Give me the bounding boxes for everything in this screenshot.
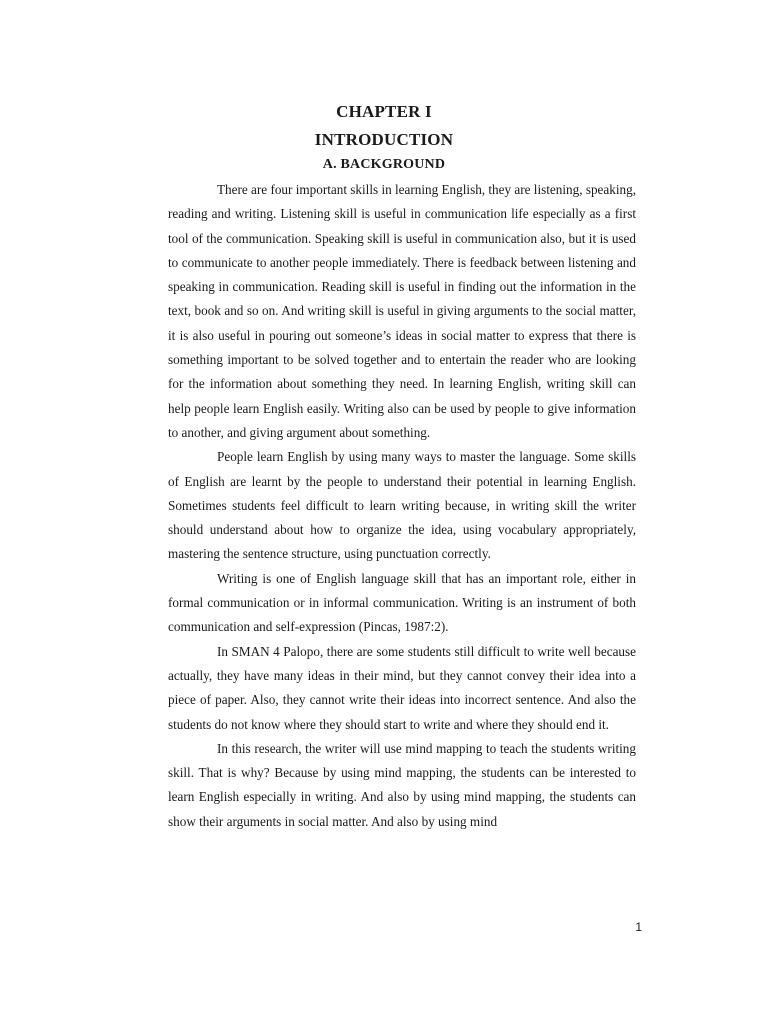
paragraph: In SMAN 4 Palopo, there are some students still difficult to write well because actually, they have many ideas in their mind, but they cannot convey their idea into a piece of paper. Also, they cannot write their ideas into incorrect sentence. And also the students do not know where they should start to write and where they should end it. bbox=[168, 643, 636, 732]
body-text bbox=[168, 178, 636, 834]
page-number: 1 bbox=[635, 920, 642, 934]
paragraph: People learn English by using many ways to master the language. Some skills of English are learnt by the people to understand their potential in learning English. Sometimes students feel difficult to learn writing because, in writing skill the writer should understand about how to organize the idea, using vocabulary appropriately, mastering the sentence structure, using punctuation correctly. bbox=[168, 449, 636, 562]
chapter-heading: CHAPTER I bbox=[336, 102, 432, 121]
paragraph: There are four important skills in learning English, they are listening, speaking, reading and writing. Listening skill is useful in communication life especially as a first tool of the communication. Speaking skill is useful in communication also, but it is used to communicate to another people immediately. There is feedback between listening and speaking in communication. Reading skill is useful in finding out the information in the text, book and so on. And writing skill is useful in giving arguments to the social matter, it is also useful in pouring out someone’s ideas in social matter to express that there is something important to be solved together and to entertain the reader who are looking for the information about something they need. In learning English, writing skill can help people learn English easily. Writing also can be used by people to give information to another, and giving argument about something. bbox=[168, 182, 636, 440]
paragraph: In this research, the writer will use mind mapping to teach the students writing skill. That is why? Because by using mind mapping, the students can be interested to learn English especially in writing. And also by using mind mapping, the students can show their arguments in social matter. And also by using mind bbox=[168, 740, 636, 829]
section-heading: A. BACKGROUND bbox=[322, 157, 446, 172]
paragraph: Writing is one of English language skill that has an important role, either in formal communication or in informal communication. Writing is an instrument of both communication and self-expression (Pincas, 1987:2). bbox=[168, 570, 636, 635]
chapter-title: INTRODUCTION bbox=[314, 130, 454, 149]
